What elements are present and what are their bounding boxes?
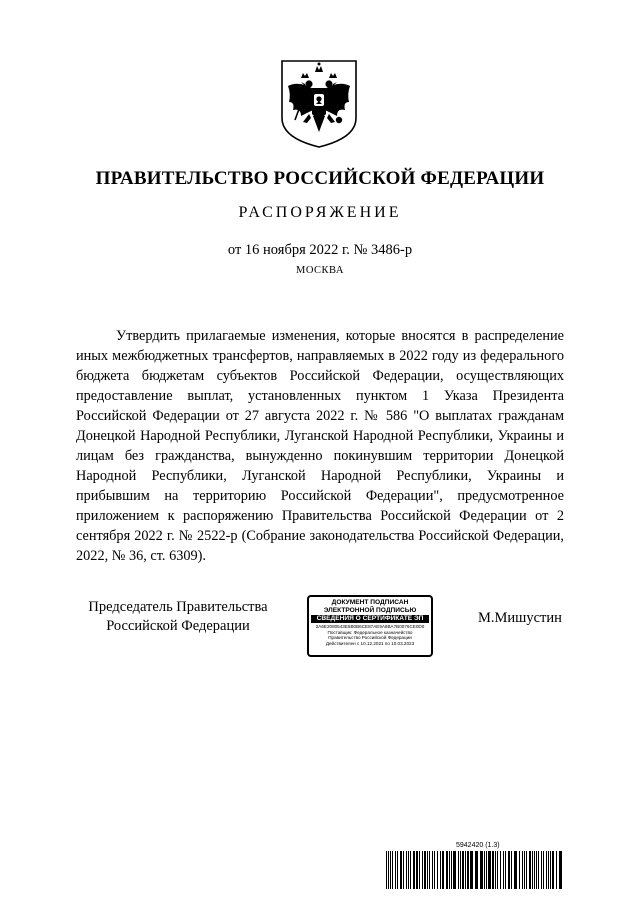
stamp-validity: Действителен с 10.12.2021 по 10.03.2023 xyxy=(325,640,415,646)
signatory-position xyxy=(78,598,278,636)
document-type: РАСПОРЯЖЕНИЕ xyxy=(238,204,402,221)
document-city: МОСКВА xyxy=(296,265,344,276)
stamp-line1: ДОКУМЕНТ ПОДПИСАН xyxy=(331,599,409,606)
electronic-signature-stamp xyxy=(307,595,433,657)
stamp-line2: ЭЛЕКТРОННОЙ ПОДПИСЬЮ xyxy=(323,606,417,614)
document-id: 5942420 (1.3) xyxy=(456,842,500,849)
signatory-position-line2: Российской Федерации xyxy=(106,618,250,634)
stamp-owner: Правительство Российской Федерации xyxy=(328,635,412,641)
document-date-number: от 16 ноября 2022 г. № 3486-р xyxy=(227,242,413,258)
organization-title: ПРАВИТЕЛЬСТВО РОССИЙСКОЙ ФЕДЕРАЦИИ xyxy=(95,168,545,189)
stamp-issuer: Поставщик: Федеральное казначейство xyxy=(327,629,413,635)
stamp-serial: 2A6E2080543E5B0B6CE87AE9A8BA7B0076CE0D0 xyxy=(315,624,425,629)
coat-of-arms-emblem xyxy=(279,58,359,150)
stamp-certificate-bar: СВЕДЕНИЯ О СЕРТИФИКАТЕ ЭП xyxy=(311,615,429,623)
signer-name: М.Мишустин xyxy=(478,610,562,626)
barcode-graphic xyxy=(385,851,562,889)
body-paragraph: Утвердить прилагаемые изменения, которые вносятся в распределение иных межбюджетных трансфертов, направляемых в 2022 году из федерального бюджета бюджетам субъектов Российской Федерации, осуществляющих предоставление выплат, установленных пунктом 1 Указа Президента Российской Федерации от 27 августа 2022 г. № 586 "О выплатах гражданам Донецкой Народной Республики, Луганской Народной Республики, Украины и лицам без гражданства, вынужденно покинувшим территории Донецкой Народной Республики, Луганской Народной Республики, Украины и прибывшим на территорию Российской Федерации", предусмотренное приложением к распоряжению Правительства Российской Федерации от 2 сентября 2022 г. № 2522-р (Собрание законодательства Российской Федерации, 2022, № 36, ст. 6309). xyxy=(76,328,564,564)
signatory-position-line1: Председатель Правительства xyxy=(88,599,268,615)
document-body xyxy=(76,326,564,566)
